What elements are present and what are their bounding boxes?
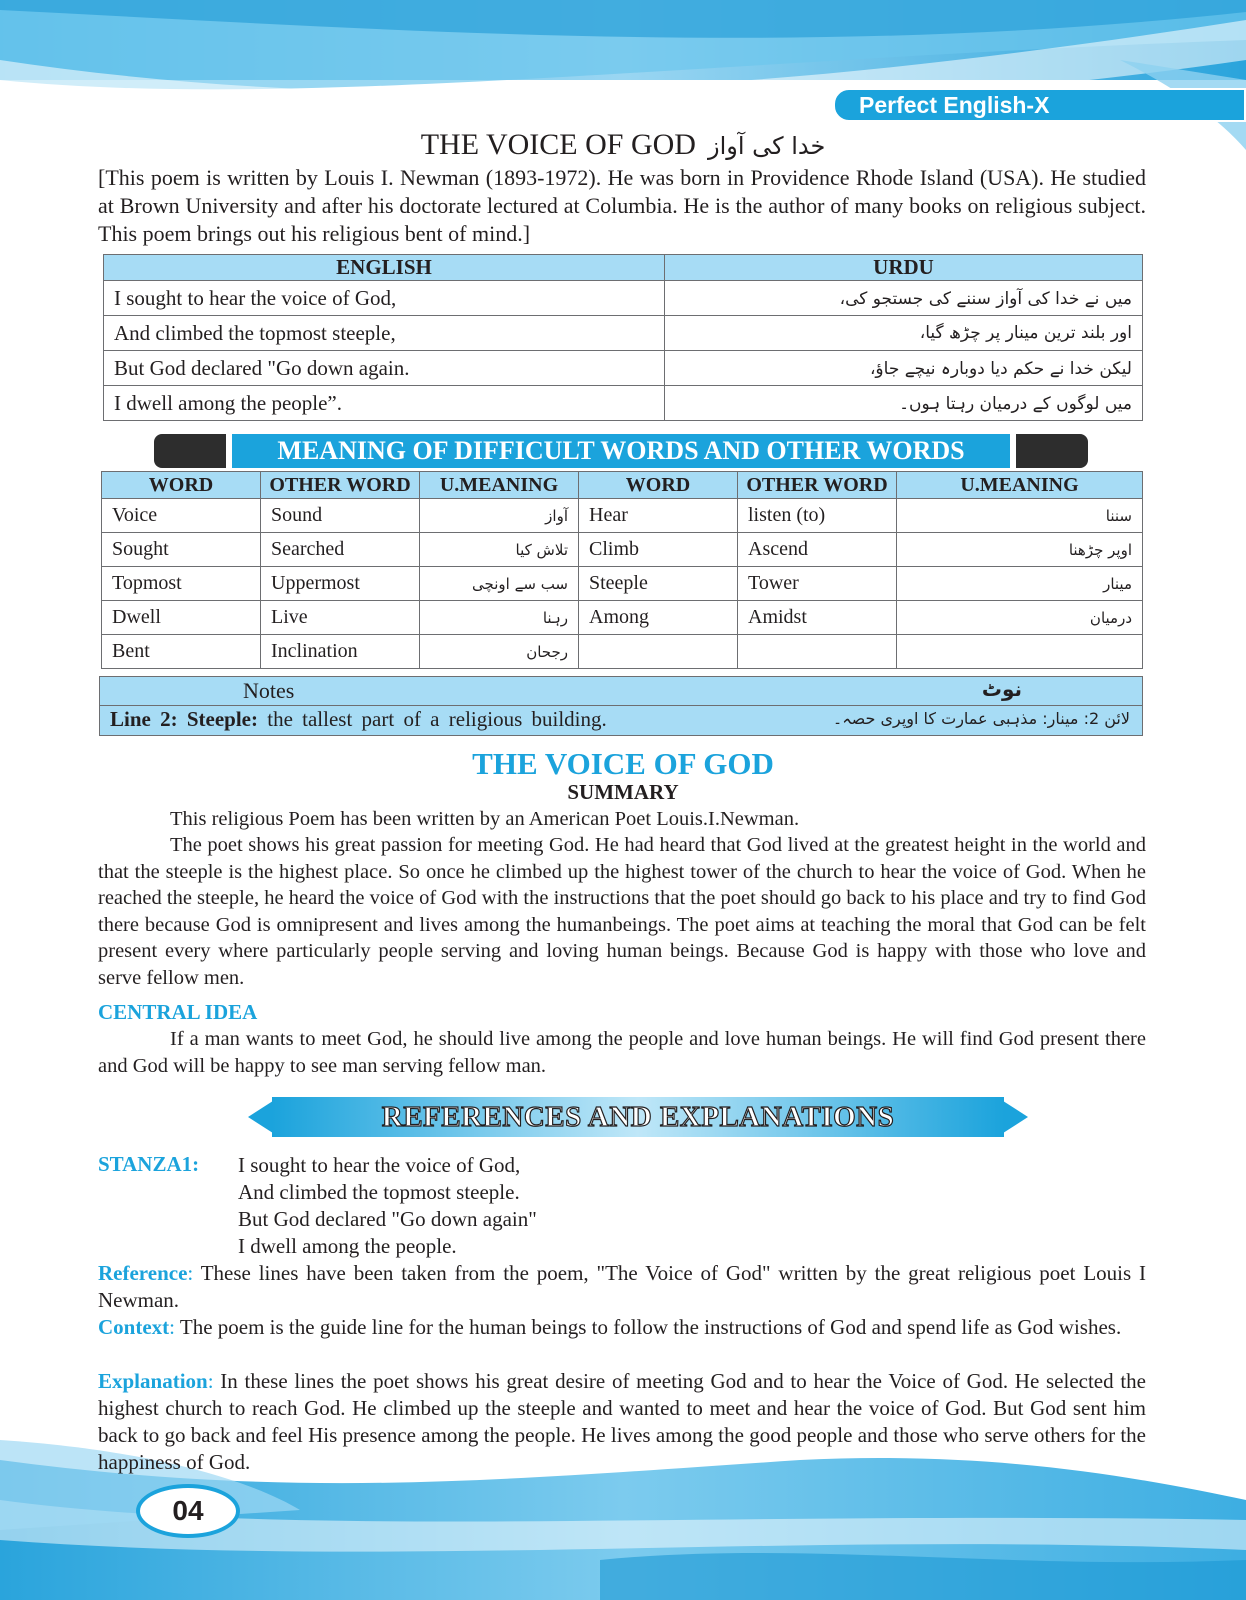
poem-row [104,281,1143,316]
other-word-cell: Live [261,601,420,635]
central-idea-heading: CENTRAL IDEA [98,1000,258,1024]
notes-box [99,676,1143,736]
poem-row [104,351,1143,386]
stanza-line: I sought to hear the voice of God, [238,1153,521,1177]
other-word-cell: Uppermost [261,567,420,601]
word-cell: Climb [579,533,738,567]
urdu-meaning-cell: آواز [420,499,579,533]
poem-introduction: [This poem is written by Louis I. Newman (1893-1972). He was born in Providence Rhode Island (USA). He studied at Brown University and after his doctorate lectured at Columbia. He is the author of many books on religious subject. This poem brings out his religious bent of mind.] [98,165,1146,246]
word-row [102,533,1143,567]
word-cell: Voice [102,499,261,533]
summary-paragraph-2: The poet shows his great passion for meeting God. He had heard that God lived at the greatest height in the world and that the steeple is the highest place. So once he climbed up the highest tower of the church to hear the voice of God. When he reached the steeple, he heard the voice of God with the instructions that the poet should go back to his place and try to find God there because God is omnipresent and lives among the humanbeings. The poet aims at teaching the moral that God can be felt present every where particularly people serving and loving human beings. Because God is happy with those who love and serve fellow men. [98,834,1146,989]
column-header-other-word: OTHER WORD [738,472,897,499]
stanza-lines [238,1152,537,1260]
poem-line-english: I sought to hear the voice of God, [104,281,665,316]
reference-text: These lines have been taken from the poem, "The Voice of God" written by the great religious poet Louis I Newman. [98,1261,1147,1312]
references-banner [248,1095,1028,1139]
notes-header [100,677,1142,706]
central-idea-text: If a man wants to meet God, he should live among the people and love human beings. He will find God present there and God will be happy to see man serving fellow man. [98,1028,1146,1077]
column-header-other-word: OTHER WORD [261,472,420,499]
banner-left-tab [154,434,226,468]
column-header-urdu-meaning: U.MEANING [897,472,1143,499]
word-cell: Steeple [579,567,738,601]
other-word-cell: Sound [261,499,420,533]
urdu-meaning-cell: درمیان [897,601,1143,635]
note-line-text: the tallest part of a religious building. [267,707,607,731]
meanings-banner-title: MEANING OF DIFFICULT WORDS AND OTHER WORDS [232,434,1010,468]
word-row [102,567,1143,601]
urdu-meaning-cell [897,635,1143,669]
stanza-line: I dwell among the people. [238,1234,457,1258]
explanation-text: In these lines the poet shows his great desire of meeting God and to hear the Voice of God. He selected the highest church to reach God. He climbed up the steeple and wanted to meet and hear the voice of God. But God sent him back to go back and feel His presence among the people. He lives among the good people and those who serve others for the happiness of God. [98,1369,1146,1474]
reference-paragraph: Reference: These lines have been taken from the poem, "The Voice of God" written by the great religious poet Louis I Newman. [98,1261,1147,1312]
word-meanings-table [101,471,1143,669]
poem-line-urdu: میں لوگوں کے درمیان رہتا ہوں۔ [665,386,1143,421]
stanza-label: STANZA1: [98,1152,200,1176]
stanza-line: And climbed the topmost steeple. [238,1180,520,1204]
column-header-urdu-meaning: U.MEANING [420,472,579,499]
urdu-meaning-cell: مینار [897,567,1143,601]
word-table-header [102,472,1143,499]
word-cell [579,635,738,669]
word-row [102,601,1143,635]
poem-line-urdu: لیکن خدا نے حکم دیا دوبارہ نیچے جاؤ، [665,351,1143,386]
urdu-meaning-cell: رہنا [420,601,579,635]
references-banner-title: REFERENCES AND EXPLANATIONS [381,1101,895,1133]
explanation-paragraph: Explanation: In these lines the poet shows his great desire of meeting God and to hear the Voice of God. He selected the highest church to reach God. He climbed up the steeple and wanted to meet and hear the voice of God. But God sent him back to go back and feel His presence among the people. He lives among the good people and those who serve others for the happiness of God. [98,1369,1146,1474]
other-word-cell: Inclination [261,635,420,669]
word-cell: Dwell [102,601,261,635]
notes-title-urdu: نوٹ [981,677,1022,701]
poem-line-urdu: میں نے خدا کی آواز سننے کی جستجو کی، [665,281,1143,316]
word-cell: Among [579,601,738,635]
urdu-meaning-cell: تلاش کیا [420,533,579,567]
stanza-line: But God declared "Go down again" [238,1207,537,1231]
explanation-label: Explanation [98,1369,208,1393]
poem-line-english: But God declared "Go down again. [104,351,665,386]
poem-table-header [104,255,1143,281]
word-cell: Sought [102,533,261,567]
word-row [102,635,1143,669]
urdu-meaning-cell: رجحان [420,635,579,669]
other-word-cell: listen (to) [738,499,897,533]
other-word-cell: Searched [261,533,420,567]
other-word-cell: Tower [738,567,897,601]
poem-title-urdu: خدا کی آواز [707,132,826,160]
column-header-word: WORD [579,472,738,499]
word-cell: Hear [579,499,738,533]
summary-paragraph-1: This religious Poem has been written by an American Poet Louis.I.Newman. [170,808,800,830]
other-word-cell [738,635,897,669]
other-word-cell: Amidst [738,601,897,635]
poem-title [0,128,1246,162]
notes-title-english: Notes [243,678,295,703]
context-label: Context [98,1315,170,1339]
poem-line-urdu: اور بلند ترین مینار پر چڑھ گیا، [665,316,1143,351]
poem-translation-table [103,254,1143,421]
urdu-meaning-cell: سننا [897,499,1143,533]
book-title: Perfect English-X [859,92,1050,118]
word-row [102,499,1143,533]
summary-section-title: THE VOICE OF GOD [472,746,774,781]
banner-right-tab [1016,434,1088,468]
column-header-word: WORD [102,472,261,499]
other-word-cell: Ascend [738,533,897,567]
meanings-banner [154,434,1088,468]
context-text: The poem is the guide line for the human beings to follow the instructions of God and spend life as God wishes. [179,1315,1122,1339]
summary-label: SUMMARY [567,780,679,804]
column-header-english: ENGLISH [104,255,665,281]
context-paragraph: Context: The poem is the guide line for the human beings to follow the instructions of God and spend life as God wishes. [98,1315,1122,1339]
poem-title-english: THE VOICE OF GOD [420,128,696,161]
page-number: 04 [136,1484,240,1538]
urdu-meaning-cell: سب سے اونچی [420,567,579,601]
note-line-english [110,707,607,732]
word-cell: Topmost [102,567,261,601]
note-line-urdu: لائن 2: مینار: مذہبی عمارت کا اوپری حصہ۔ [832,709,1130,728]
book-title-tag [833,88,1246,122]
column-header-urdu: URDU [665,255,1143,281]
reference-label: Reference [98,1261,188,1285]
poem-line-english: I dwell among the people”. [104,386,665,421]
note-line-label: Line 2: Steeple: [110,707,258,731]
poem-row [104,386,1143,421]
urdu-meaning-cell: اوپر چڑھنا [897,533,1143,567]
poem-row [104,316,1143,351]
poem-line-english: And climbed the topmost steeple, [104,316,665,351]
word-cell: Bent [102,635,261,669]
